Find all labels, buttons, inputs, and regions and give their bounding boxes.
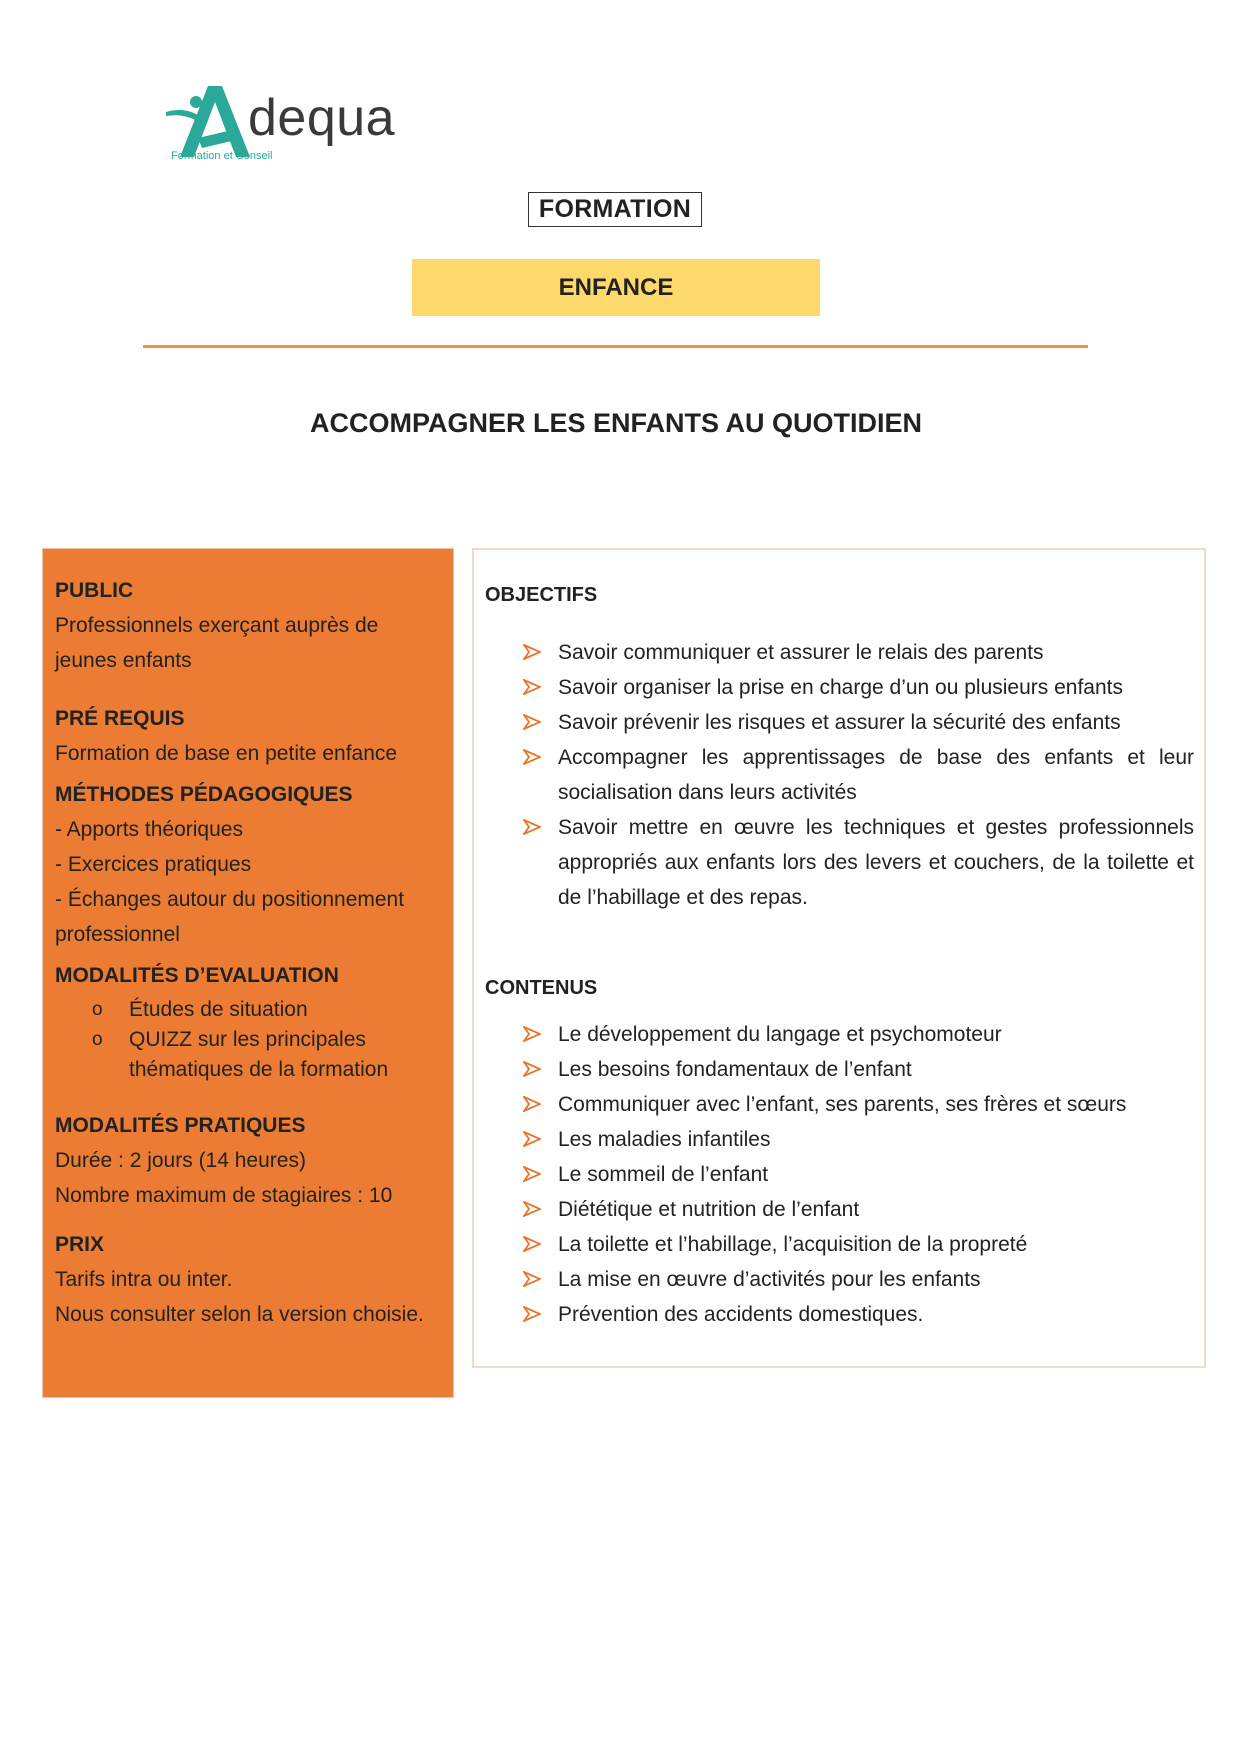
prerequis-text: Formation de base en petite enfance [55, 742, 398, 765]
arrow-bullet-icon [523, 749, 541, 765]
contenu-item: Les maladies infantiles [558, 1128, 771, 1151]
list-item [485, 1122, 1194, 1157]
evaluation-item: QUIZZ sur les principales thématiques de la formation [129, 1028, 389, 1081]
arrow-bullet-icon [523, 1026, 541, 1042]
stagiaires-text: Nombre maximum de stagiaires : 10 [55, 1184, 393, 1207]
list-item [485, 670, 1194, 705]
objectifs-list [485, 635, 1194, 915]
list-item [485, 1157, 1194, 1192]
objectif-item: Savoir communiquer et assurer le relais des parents [558, 641, 1044, 664]
contenus-heading: CONTENUS [485, 977, 598, 999]
info-panel [42, 548, 454, 1398]
list-item [55, 1025, 443, 1085]
public-heading: PUBLIC [55, 579, 134, 602]
logo-wordmark: dequa [248, 89, 396, 147]
duree-text: Durée : 2 jours (14 heures) [55, 1149, 306, 1172]
evaluation-list [55, 995, 443, 1085]
prix-text: Tarifs intra ou inter. [55, 1268, 233, 1291]
list-item [485, 1087, 1194, 1122]
contenu-item: La mise en œuvre d’activités pour les enfants [558, 1268, 981, 1291]
contenu-item: Prévention des accidents domestiques. [558, 1303, 924, 1326]
objectif-item: Accompagner les apprentissages de base des enfants et leur socialisation dans leurs activités [558, 746, 1194, 804]
list-item [485, 1052, 1194, 1087]
list-item [485, 1017, 1194, 1052]
arrow-bullet-icon [523, 819, 541, 835]
list-item [485, 1262, 1194, 1297]
circle-bullet-icon: o [92, 999, 103, 1020]
list-item [485, 635, 1194, 670]
list-item [485, 1192, 1194, 1227]
evaluation-heading: MODALITÉS D’EVALUATION [55, 964, 339, 987]
logo-tagline: Formation et Conseil [171, 150, 273, 162]
arrow-bullet-icon [523, 1271, 541, 1287]
arrow-bullet-icon [523, 644, 541, 660]
header-divider [143, 345, 1088, 348]
prix-heading: PRIX [55, 1233, 105, 1256]
contenu-item: La toilette et l’habillage, l’acquisition de la propreté [558, 1233, 1028, 1256]
prix-text: Nous consulter selon la version choisie. [55, 1303, 424, 1326]
methodes-item: - Échanges autour du positionnement professionnel [55, 888, 405, 946]
objectif-item: Savoir prévenir les risques et assurer la sécurité des enfants [558, 711, 1121, 734]
contenu-item: Le développement du langage et psychomoteur [558, 1023, 1002, 1046]
evaluation-item: Études de situation [129, 998, 308, 1021]
arrow-bullet-icon [523, 1096, 541, 1112]
contenu-item: Diététique et nutrition de l’enfant [558, 1198, 860, 1221]
arrow-bullet-icon [523, 1166, 541, 1182]
arrow-bullet-icon [523, 1061, 541, 1077]
arrow-bullet-icon [523, 679, 541, 695]
adequa-logo [166, 82, 406, 172]
methodes-heading: MÉTHODES PÉDAGOGIQUES [55, 783, 353, 806]
pratiques-heading: MODALITÉS PRATIQUES [55, 1114, 306, 1137]
objectifs-heading: OBJECTIFS [485, 584, 598, 606]
arrow-bullet-icon [523, 714, 541, 730]
prerequis-heading: PRÉ REQUIS [55, 707, 185, 730]
arrow-bullet-icon [523, 1131, 541, 1147]
list-item [55, 995, 443, 1025]
contenu-item: Communiquer avec l’enfant, ses parents, ses frères et sœurs [558, 1093, 1127, 1116]
contenu-item: Le sommeil de l’enfant [558, 1163, 769, 1186]
methodes-item: - Exercices pratiques [55, 853, 252, 876]
objectif-item: Savoir organiser la prise en charge d’un ou plusieurs enfants [558, 676, 1124, 699]
list-item [485, 810, 1194, 915]
methodes-item: - Apports théoriques [55, 818, 243, 841]
page-title: ACCOMPAGNER LES ENFANTS AU QUOTIDIEN [309, 408, 923, 438]
formation-label: FORMATION [538, 195, 692, 223]
public-text: Professionnels exerçant auprès de jeunes enfants [55, 614, 379, 672]
list-item [485, 1297, 1194, 1332]
arrow-bullet-icon [523, 1201, 541, 1217]
contenu-item: Les besoins fondamentaux de l’enfant [558, 1058, 912, 1081]
content-panel [472, 548, 1206, 1368]
arrow-bullet-icon [523, 1306, 541, 1322]
list-item [485, 1227, 1194, 1262]
arrow-bullet-icon [523, 1236, 541, 1252]
objectif-item: Savoir mettre en œuvre les techniques et gestes professionnels appropriés aux enfants lors des levers et couchers, de la toilette et de l’habillage et des repas. [558, 816, 1194, 909]
category-label: ENFANCE [558, 273, 674, 301]
list-item [485, 740, 1194, 810]
contenus-list [485, 1017, 1194, 1332]
list-item [485, 705, 1194, 740]
formation-label-box [528, 192, 702, 227]
category-banner [412, 259, 820, 316]
circle-bullet-icon: o [92, 1029, 103, 1050]
